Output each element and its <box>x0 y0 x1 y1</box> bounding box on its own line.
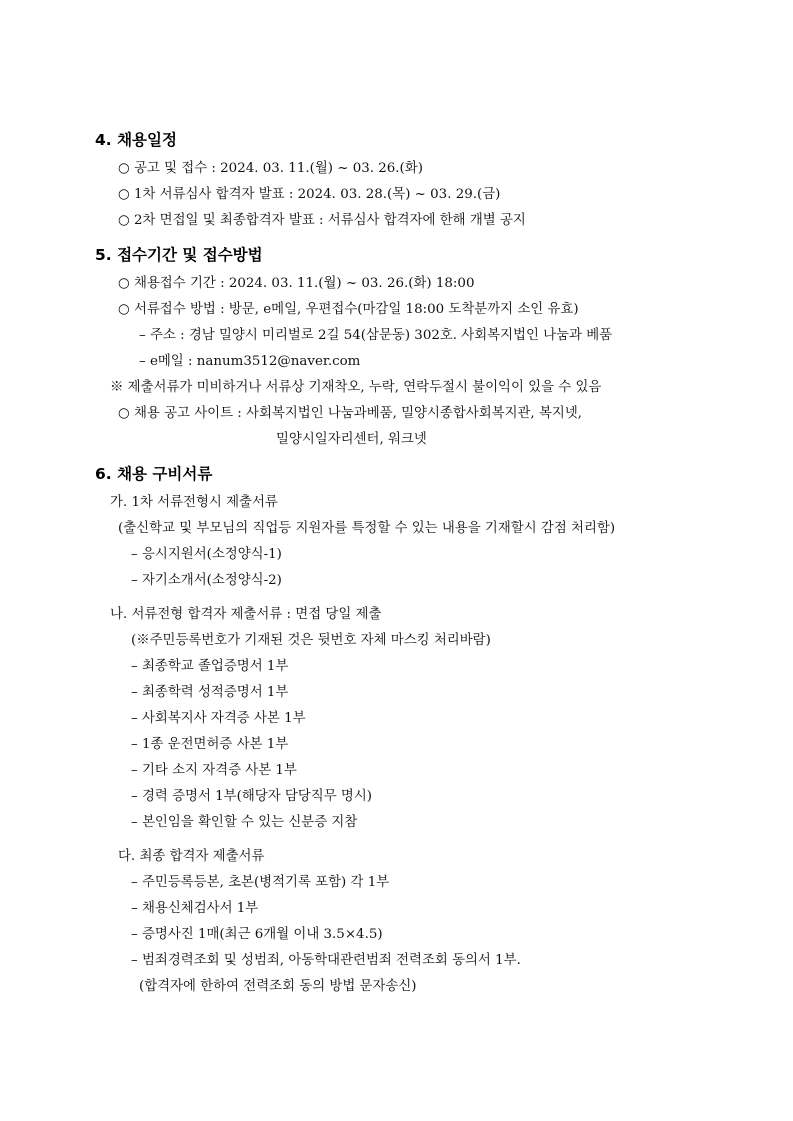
subsection-b-heading: 나. 서류전형 합격자 제출서류 : 면접 당일 제출 <box>110 607 382 622</box>
section-5-title: 5. 접수기간 및 접수방법 <box>95 246 263 264</box>
list-item: – 경력 증명서 1부(해당자 담당직무 명시) <box>131 789 372 804</box>
job-sites-continued: 밀양시일자리센터, 워크넷 <box>276 432 427 447</box>
list-item: – 증명사진 1매(최근 6개월 이내 3.5×4.5) <box>131 927 383 942</box>
application-method: ○ 서류접수 방법 : 방문, e메일, 우편접수(마감일 18:00 도착분까지 소인 유효) <box>118 302 579 317</box>
list-item: – 채용신체검사서 1부 <box>131 901 259 916</box>
list-item: – 사회복지사 자격증 사본 1부 <box>131 711 306 726</box>
job-sites-line: ○ 채용 공고 사이트 : 사회복지법인 나눔과베품, 밀양시종합사회복지관, 복지넷, <box>118 406 583 421</box>
subsection-b-note: (※주민등록번호가 기재된 것은 뒷번호 자체 마스킹 처리바람) <box>131 633 491 648</box>
subsection-a-heading: 가. 1차 서류전형시 제출서류 <box>110 495 278 510</box>
address-line: – 주소 : 경남 밀양시 미리벌로 2길 54(삼문동) 302호. 사회복지법인 나눔과 베품 <box>139 328 613 343</box>
list-item: – 최종학력 성적증명서 1부 <box>131 685 289 700</box>
list-item: – 자기소개서(소정양식-2) <box>131 573 282 588</box>
list-item: – 최종학교 졸업증명서 1부 <box>131 659 289 674</box>
list-item: – 응시지원서(소정양식-1) <box>131 547 282 562</box>
subsection-c-heading: 다. 최종 합격자 제출서류 <box>118 849 265 864</box>
notice-line: ※ 제출서류가 미비하거나 서류상 기재착오, 누락, 연락두절시 불이익이 있을 수 있음 <box>110 380 602 395</box>
schedule-item-first-result: ○ 1차 서류심사 합격자 발표 : 2024. 03. 28.(목) ~ 03. 29.(금) <box>118 187 501 202</box>
schedule-item-interview: ○ 2차 면접일 및 최종합격자 발표 : 서류심사 합격자에 한해 개별 공지 <box>118 213 526 228</box>
schedule-item-posting: ○ 공고 및 접수 : 2024. 03. 11.(월) ~ 03. 26.(화) <box>118 161 423 176</box>
section-4-title: 4. 채용일정 <box>95 131 177 149</box>
list-item: – 범죄경력조회 및 성범죄, 아동학대관련범죄 전력조회 동의서 1부. <box>131 953 521 968</box>
list-item: – 주민등록등본, 초본(병적기록 포함) 각 1부 <box>131 875 390 890</box>
application-period: ○ 채용접수 기간 : 2024. 03. 11.(월) ~ 03. 26.(화) 18:00 <box>118 276 475 291</box>
list-item: – 1종 운전면허증 사본 1부 <box>131 737 289 752</box>
email-line: – e메일 : nanum3512@naver.com <box>139 354 361 369</box>
list-item: – 본인임을 확인할 수 있는 신분증 지참 <box>131 815 358 830</box>
subsection-a-note: (출신학교 및 부모님의 직업등 지원자를 특정할 수 있는 내용을 기재할시 감점 처리함) <box>118 521 616 536</box>
section-6-title: 6. 채용 구비서류 <box>95 465 213 483</box>
list-item: – 기타 소지 자격증 사본 1부 <box>131 763 297 778</box>
subsection-c-note: (합격자에 한하여 전력조회 동의 방법 문자송신) <box>139 979 417 994</box>
